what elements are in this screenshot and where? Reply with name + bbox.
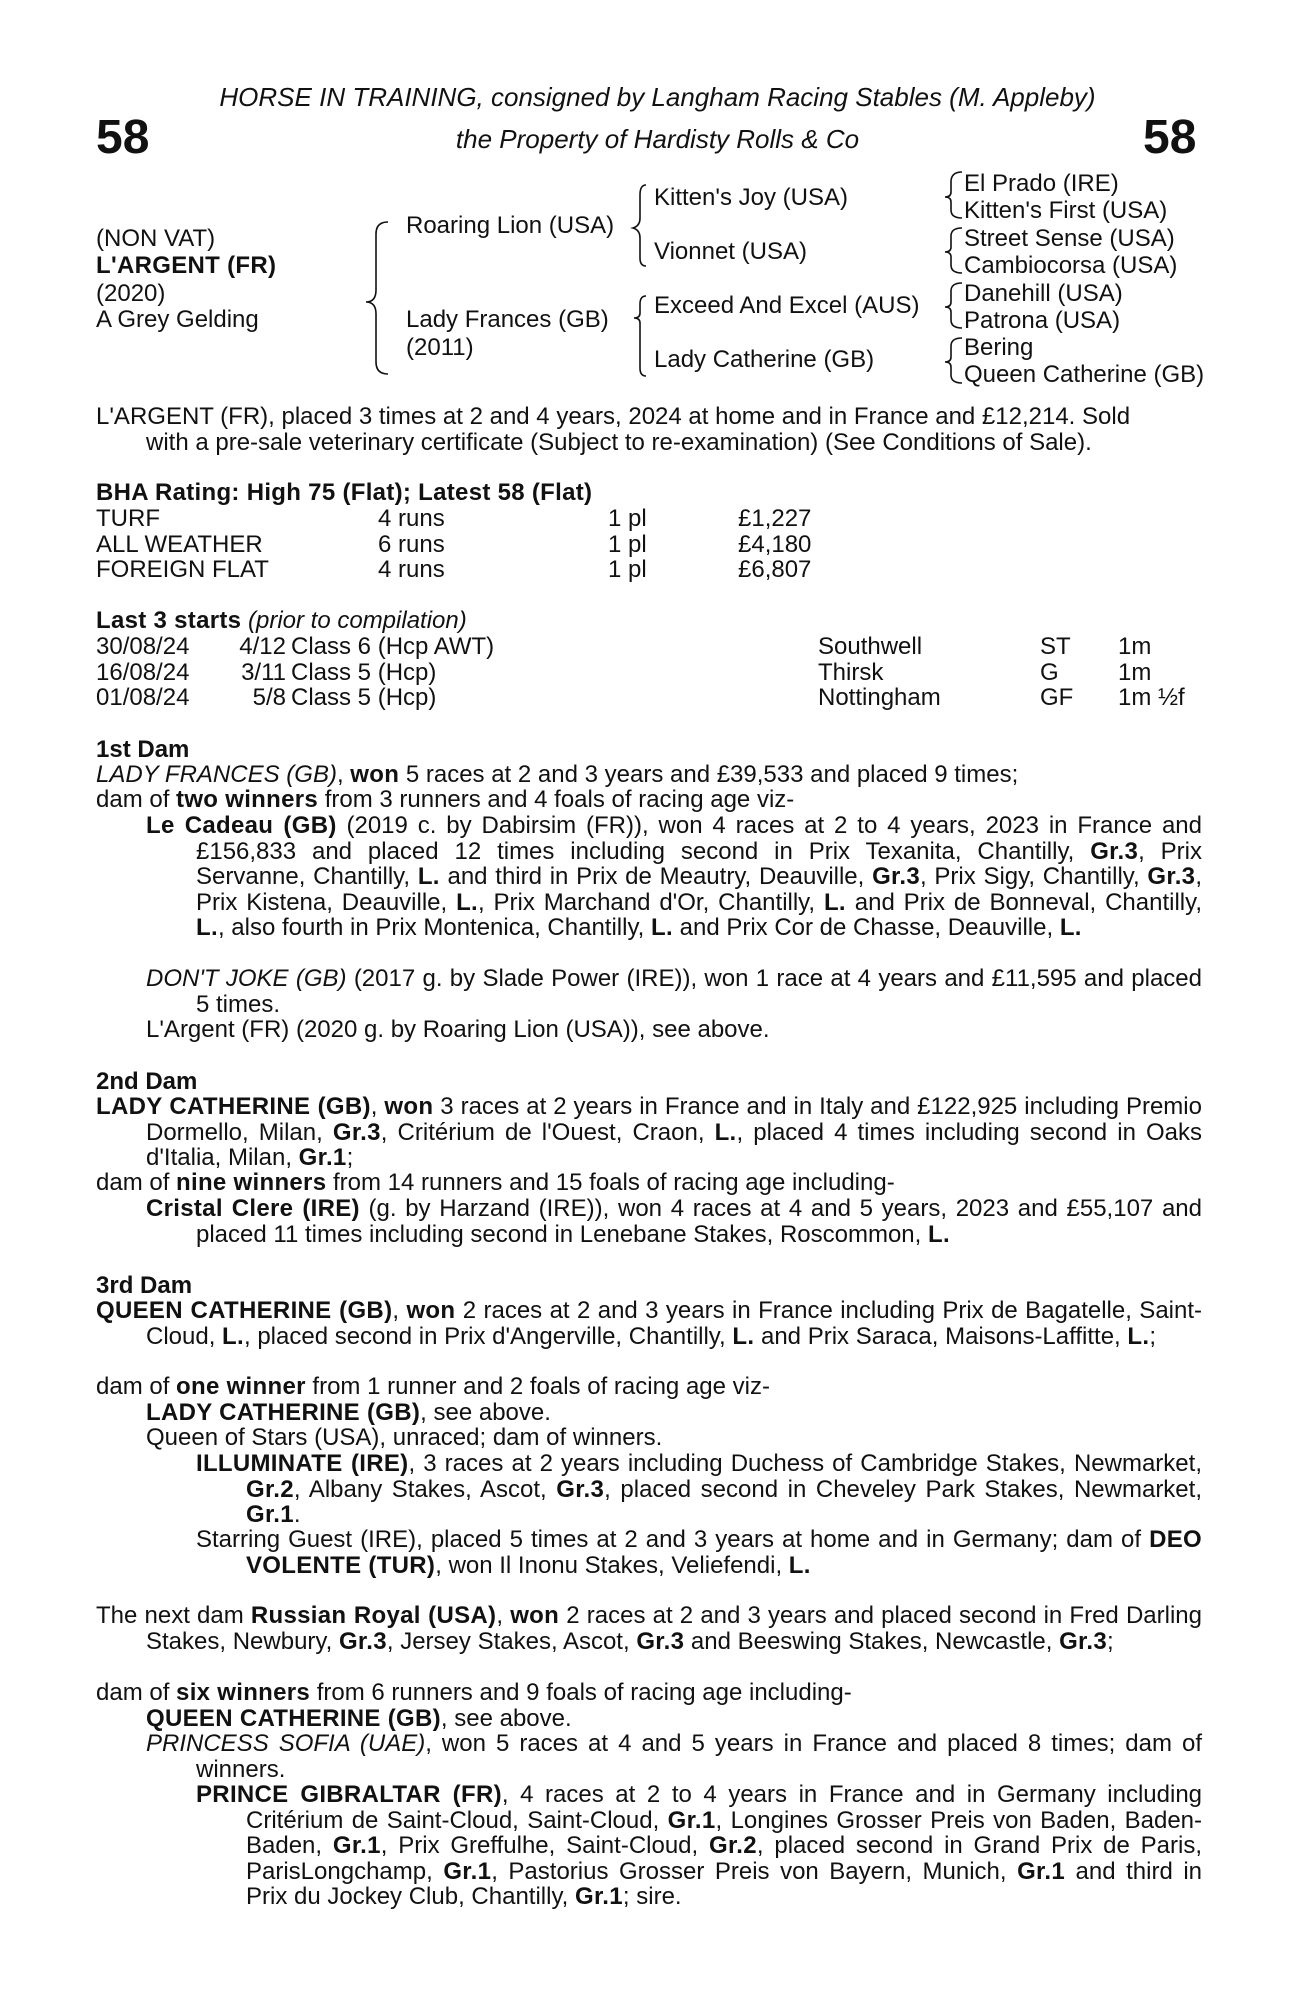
progeny-name: Cristal Clere (IRE) <box>146 1195 360 1222</box>
ancestor-3: Street Sense (USA) <box>964 225 1175 252</box>
first-dam-record: LADY FRANCES (GB), won 5 races at 2 and 3 years and £39,533 and placed 9 times; <box>96 761 1019 788</box>
rating-row-placed: 1 pl <box>608 531 647 558</box>
progeny-cristal-clere: Cristal Clere (IRE) (g. by Harzand (IRE)), won 4 races at 4 and 5 years, 2023 and £55,107 and placed 11 times including second in Lenebane Stakes, Roscommon, L. <box>146 1195 1202 1248</box>
dam-dam: Lady Catherine (GB) <box>654 346 875 373</box>
rating-row-surface: FOREIGN FLAT <box>96 556 269 583</box>
won-label: won <box>350 761 400 788</box>
progeny-lady-catherine: LADY CATHERINE (GB), see above. <box>146 1399 551 1426</box>
start-course: Nottingham <box>818 684 941 711</box>
ancestor-8: Queen Catherine (GB) <box>964 361 1205 388</box>
second-dam-heading: 2nd Dam <box>96 1068 198 1095</box>
start-distance: 1m <box>1118 659 1152 686</box>
ancestor-2: Kitten's First (USA) <box>964 197 1168 224</box>
rating-row-placed: 1 pl <box>608 505 647 532</box>
dam: Lady Frances (GB) <box>406 306 609 333</box>
last-starts-title: Last 3 starts <box>96 607 242 634</box>
progeny-queen-catherine: QUEEN CATHERINE (GB), see above. <box>146 1705 572 1732</box>
start-position: 4/12 <box>239 633 286 660</box>
last-starts-subtitle: (prior to compilation) <box>247 607 467 634</box>
rating-row-runs: 4 runs <box>378 505 445 532</box>
first-dam-heading: 1st Dam <box>96 736 190 763</box>
progeny-name: PRINCE GIBRALTAR (FR) <box>196 1781 502 1808</box>
progeny-name: DON'T JOKE (GB) <box>146 965 347 992</box>
ancestor-7: Bering <box>964 334 1034 361</box>
start-course: Southwell <box>818 633 923 660</box>
start-date: 01/08/24 <box>96 684 190 711</box>
rating-row-money: £6,807 <box>738 556 812 583</box>
dam-sire: Exceed And Excel (AUS) <box>654 292 920 319</box>
progeny-name: PRINCESS SOFIA (UAE) <box>146 1730 426 1757</box>
first-dam-name: LADY FRANCES (GB) <box>96 761 337 788</box>
next-dam-produce: dam of six winners from 6 runners and 9 foals of racing age including- <box>96 1679 852 1706</box>
last-starts-heading <box>96 608 467 634</box>
third-dam-produce: dam of one winner from 1 runner and 2 foals of racing age viz- <box>96 1373 770 1400</box>
progeny-starring-guest: Starring Guest (IRE), placed 5 times at 2 and 3 years at home and in Germany; dam of DEO VOLENTE (TUR), won Il Inonu Stakes, Veliefendi, L. <box>196 1526 1202 1579</box>
progeny-name: Le Cadeau (GB) <box>146 812 337 839</box>
progeny-name: ILLUMINATE (IRE) <box>196 1450 409 1477</box>
rating-row-money: £4,180 <box>738 531 812 558</box>
vat-status: (NON VAT) <box>96 225 216 252</box>
start-date: 16/08/24 <box>96 659 190 686</box>
rating-row-money: £1,227 <box>738 505 812 532</box>
ancestor-6: Patrona (USA) <box>964 307 1121 334</box>
progeny-le-cadeau: Le Cadeau (GB) (2019 c. by Dabirsim (FR)), won 4 races at 2 to 4 years, 2023 in France and £156,833 and placed 12 times including second in Prix Texanita, Chantilly, Gr.3, Prix Servanne, Chantilly, L. and third in Prix de Meautry, Deauville, Gr.3, Prix Sigy, Chantilly, Gr.3, Prix Kistena, Deauville, L., Prix Marchand d'Or, Chantilly, L. and Prix de Bonneval, Chantilly, L., also fourth in Prix Montenica, Chantilly, L. and Prix Cor de Chasse, Deauville, L. <box>146 812 1202 942</box>
ancestor-1: El Prado (IRE) <box>964 170 1119 197</box>
ancestor-5: Danehill (USA) <box>964 280 1123 307</box>
progeny-prince-gibraltar: PRINCE GIBRALTAR (FR), 4 races at 2 to 4 years in France and in Germany including Critérium de Saint-Cloud, Saint-Cloud, Gr.1, Longines Grosser Preis von Baden, Baden-Baden, Gr.1, Prix Greffulhe, Saint-Cloud, Gr.2, placed second in Grand Prix de Paris, ParisLongchamp, Gr.1, Pastorius Grosser Preis von Bayern, Munich, Gr.1 and third in Prix du Jockey Club, Chantilly, Gr.1; sire. <box>196 1781 1203 1911</box>
start-race: Class 5 (Hcp) <box>291 659 437 686</box>
summary-line-1: L'ARGENT (FR), placed 3 times at 2 and 4 years, 2024 at home and in France and £12,214. Sold <box>96 403 1131 430</box>
start-going: ST <box>1040 633 1071 660</box>
horse-description: A Grey Gelding <box>96 306 259 333</box>
first-dam-produce: dam of two winners from 3 runners and 4 foals of racing age viz- <box>96 786 795 813</box>
start-distance: 1m <box>1118 633 1152 660</box>
third-dam-record: QUEEN CATHERINE (GB), won 2 races at 2 and 3 years in France including Prix de Bagatelle, Saint-Cloud, L., placed second in Prix d'Angerville, Chantilly, L. and Prix Saraca, Maisons-Laffitte, L.; <box>96 1297 1203 1350</box>
progeny-queen-of-stars: Queen of Stars (USA), unraced; dam of winners. <box>146 1424 663 1451</box>
rating-row-surface: ALL WEATHER <box>96 531 263 558</box>
second-dam-produce: dam of nine winners from 14 runners and 15 foals of racing age including- <box>96 1169 895 1196</box>
horse-name: L'ARGENT (FR) <box>96 252 277 279</box>
header-property: the Property of Hardisty Rolls & Co <box>455 124 860 154</box>
second-dam-name: LADY CATHERINE (GB) <box>96 1093 371 1120</box>
rating-row-placed: 1 pl <box>608 556 647 583</box>
rating-row-surface: TURF <box>96 505 160 532</box>
start-going: GF <box>1040 684 1074 711</box>
progeny-dont-joke: DON'T JOKE (GB) (2017 g. by Slade Power (IRE)), won 1 race at 4 years and £11,595 and placed 5 times. <box>146 965 1202 1018</box>
third-dam-name: QUEEN CATHERINE (GB) <box>96 1297 393 1324</box>
second-dam-record: LADY CATHERINE (GB), won 3 races at 2 years in France and in Italy and £122,925 including Premio Dormello, Milan, Gr.3, Critérium de l'Ouest, Craon, L., placed 4 times including second in Oaks d'Italia, Milan, Gr.1; <box>96 1093 1203 1172</box>
progeny-princess-sofia: PRINCESS SOFIA (UAE), won 5 races at 4 and 5 years in France and placed 8 times; dam of winners. <box>146 1730 1202 1783</box>
third-dam-heading: 3rd Dam <box>96 1272 193 1299</box>
dam-year: (2011) <box>406 334 474 361</box>
start-race: Class 5 (Hcp) <box>291 684 437 711</box>
sire: Roaring Lion (USA) <box>406 212 615 239</box>
bha-rating: BHA Rating: High 75 (Flat); Latest 58 (Flat) <box>96 479 593 506</box>
lot-number-left: 58 <box>96 111 150 164</box>
horse-year: (2020) <box>96 280 166 307</box>
start-date: 30/08/24 <box>96 633 190 660</box>
lot-number-right: 58 <box>1143 111 1197 164</box>
rating-row-runs: 6 runs <box>378 531 445 558</box>
next-dam-name: Russian Royal (USA) <box>250 1602 497 1629</box>
rating-row-runs: 4 runs <box>378 556 445 583</box>
start-position: 5/8 <box>252 684 286 711</box>
sire-sire: Kitten's Joy (USA) <box>654 184 848 211</box>
sire-dam: Vionnet (USA) <box>654 238 807 265</box>
start-race: Class 6 (Hcp AWT) <box>291 633 495 660</box>
ancestor-4: Cambiocorsa (USA) <box>964 252 1178 279</box>
start-distance: 1m ½f <box>1118 684 1185 711</box>
summary-line-2: with a pre-sale veterinary certificate (Subject to re-examination) (See Conditions of Sale). <box>146 429 1092 456</box>
header-consignor: HORSE IN TRAINING, consigned by Langham Racing Stables (M. Appleby) <box>219 82 1096 112</box>
start-position: 3/11 <box>241 659 286 686</box>
progeny-largent: L'Argent (FR) (2020 g. by Roaring Lion (USA)), see above. <box>146 1016 770 1043</box>
start-going: G <box>1040 659 1059 686</box>
progeny-illuminate: ILLUMINATE (IRE), 3 races at 2 years including Duchess of Cambridge Stakes, Newmarket, Gr.2, Albany Stakes, Ascot, Gr.3, placed second in Cheveley Park Stakes, Newmarket, Gr.1. <box>196 1450 1202 1529</box>
next-dam-record: The next dam Russian Royal (USA), won 2 races at 2 and 3 years and placed second in Fred Darling Stakes, Newbury, Gr.3, Jersey Stakes, Ascot, Gr.3 and Beeswing Stakes, Newcastle, Gr.3; <box>96 1602 1202 1655</box>
start-course: Thirsk <box>818 659 884 686</box>
